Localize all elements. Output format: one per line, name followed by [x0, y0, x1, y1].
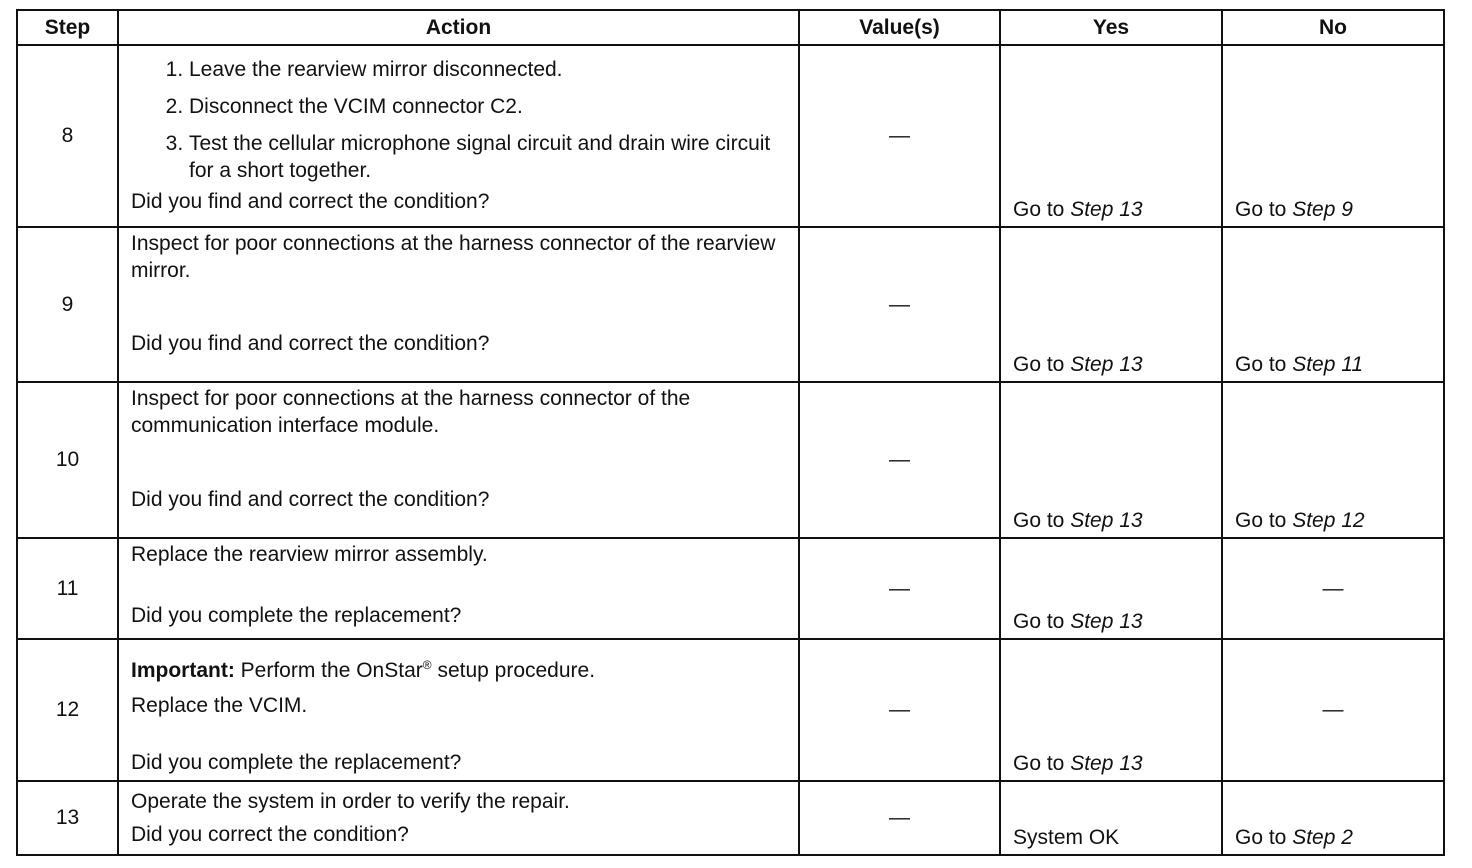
step-number: 12 — [17, 639, 118, 781]
step-number: 13 — [17, 781, 118, 855]
question-text: Did you find and correct the condition? — [131, 190, 490, 213]
question-text: Did you find and correct the condition? — [131, 332, 490, 355]
diagnostic-table — [16, 9, 1445, 856]
no-cell: — — [1222, 639, 1444, 781]
table-row — [17, 45, 1444, 227]
action-cell — [118, 538, 799, 639]
yes-step-ref: Step 13 — [1070, 353, 1143, 376]
no-step-ref: Step 12 — [1292, 509, 1365, 532]
value-cell: — — [799, 639, 1000, 781]
no-cell — [1222, 227, 1444, 382]
yes-cell — [1000, 45, 1222, 227]
important-note — [131, 652, 786, 684]
list-item: 3. Test the cellular microphone signal circuit and drain wire circuit for a short together. — [189, 130, 786, 184]
yes-step-ref: Step 13 — [1070, 509, 1143, 532]
value-cell: — — [799, 382, 1000, 538]
value-cell: — — [799, 781, 1000, 855]
action-text: Replace the VCIM. — [131, 694, 308, 717]
go-to-label: Go to — [1235, 826, 1287, 849]
registered-mark: ® — [422, 658, 432, 672]
go-to-label: Go to — [1235, 353, 1287, 376]
question-text: Did you correct the condition? — [131, 823, 409, 846]
header-action: Action — [118, 10, 799, 45]
header-values: Value(s) — [799, 10, 1000, 45]
no-cell — [1222, 382, 1444, 538]
no-step-ref: Step 2 — [1292, 826, 1353, 849]
table-row — [17, 227, 1444, 382]
question-text: Did you complete the replacement? — [131, 604, 462, 627]
important-text: Perform the OnStar — [240, 659, 423, 682]
no-cell: — — [1222, 538, 1444, 639]
action-text: Inspect for poor connections at the harness connector of the rearview mirror. — [131, 232, 776, 282]
action-cell — [118, 382, 799, 538]
question-text: Did you find and correct the condition? — [131, 488, 490, 511]
value-cell: — — [799, 45, 1000, 227]
step-number: 11 — [17, 538, 118, 639]
no-cell — [1222, 45, 1444, 227]
yes-cell: System OK — [1000, 781, 1222, 855]
no-cell — [1222, 781, 1444, 855]
action-list — [131, 56, 786, 184]
question-text: Did you complete the replacement? — [131, 751, 462, 774]
action-text: Operate the system in order to verify the repair. — [131, 790, 570, 813]
action-cell — [118, 227, 799, 382]
value-cell: — — [799, 538, 1000, 639]
list-item: 1. Leave the rearview mirror disconnected. — [189, 56, 786, 83]
action-cell — [118, 639, 799, 781]
table-row — [17, 538, 1444, 639]
yes-step-ref: Step 13 — [1070, 610, 1143, 633]
go-to-label: Go to — [1235, 198, 1287, 221]
go-to-label: Go to — [1013, 610, 1065, 633]
yes-cell — [1000, 382, 1222, 538]
table-row — [17, 382, 1444, 538]
header-no: No — [1222, 10, 1444, 45]
header-row — [17, 10, 1444, 45]
no-step-ref: Step 9 — [1292, 198, 1353, 221]
go-to-label: Go to — [1235, 509, 1287, 532]
go-to-label: Go to — [1013, 752, 1065, 775]
yes-cell — [1000, 639, 1222, 781]
header-step: Step — [17, 10, 118, 45]
go-to-label: Go to — [1013, 509, 1065, 532]
important-label: Important: — [131, 659, 235, 682]
go-to-label: Go to — [1013, 353, 1065, 376]
important-tail: setup procedure. — [437, 659, 596, 682]
step-number: 8 — [17, 45, 118, 227]
value-cell: — — [799, 227, 1000, 382]
action-text: Replace the rearview mirror assembly. — [131, 543, 488, 566]
action-cell — [118, 781, 799, 855]
table-row — [17, 639, 1444, 781]
action-cell — [118, 45, 799, 227]
yes-step-ref: Step 13 — [1070, 752, 1143, 775]
step-number: 10 — [17, 382, 118, 538]
step-number: 9 — [17, 227, 118, 382]
list-item: 2. Disconnect the VCIM connector C2. — [189, 93, 786, 120]
yes-cell — [1000, 227, 1222, 382]
action-text: Inspect for poor connections at the harness connector of the communication interface module. — [131, 387, 691, 437]
table-row — [17, 781, 1444, 855]
header-yes: Yes — [1000, 10, 1222, 45]
yes-cell — [1000, 538, 1222, 639]
no-step-ref: Step 11 — [1292, 353, 1364, 376]
go-to-label: Go to — [1013, 198, 1065, 221]
yes-step-ref: Step 13 — [1070, 198, 1143, 221]
